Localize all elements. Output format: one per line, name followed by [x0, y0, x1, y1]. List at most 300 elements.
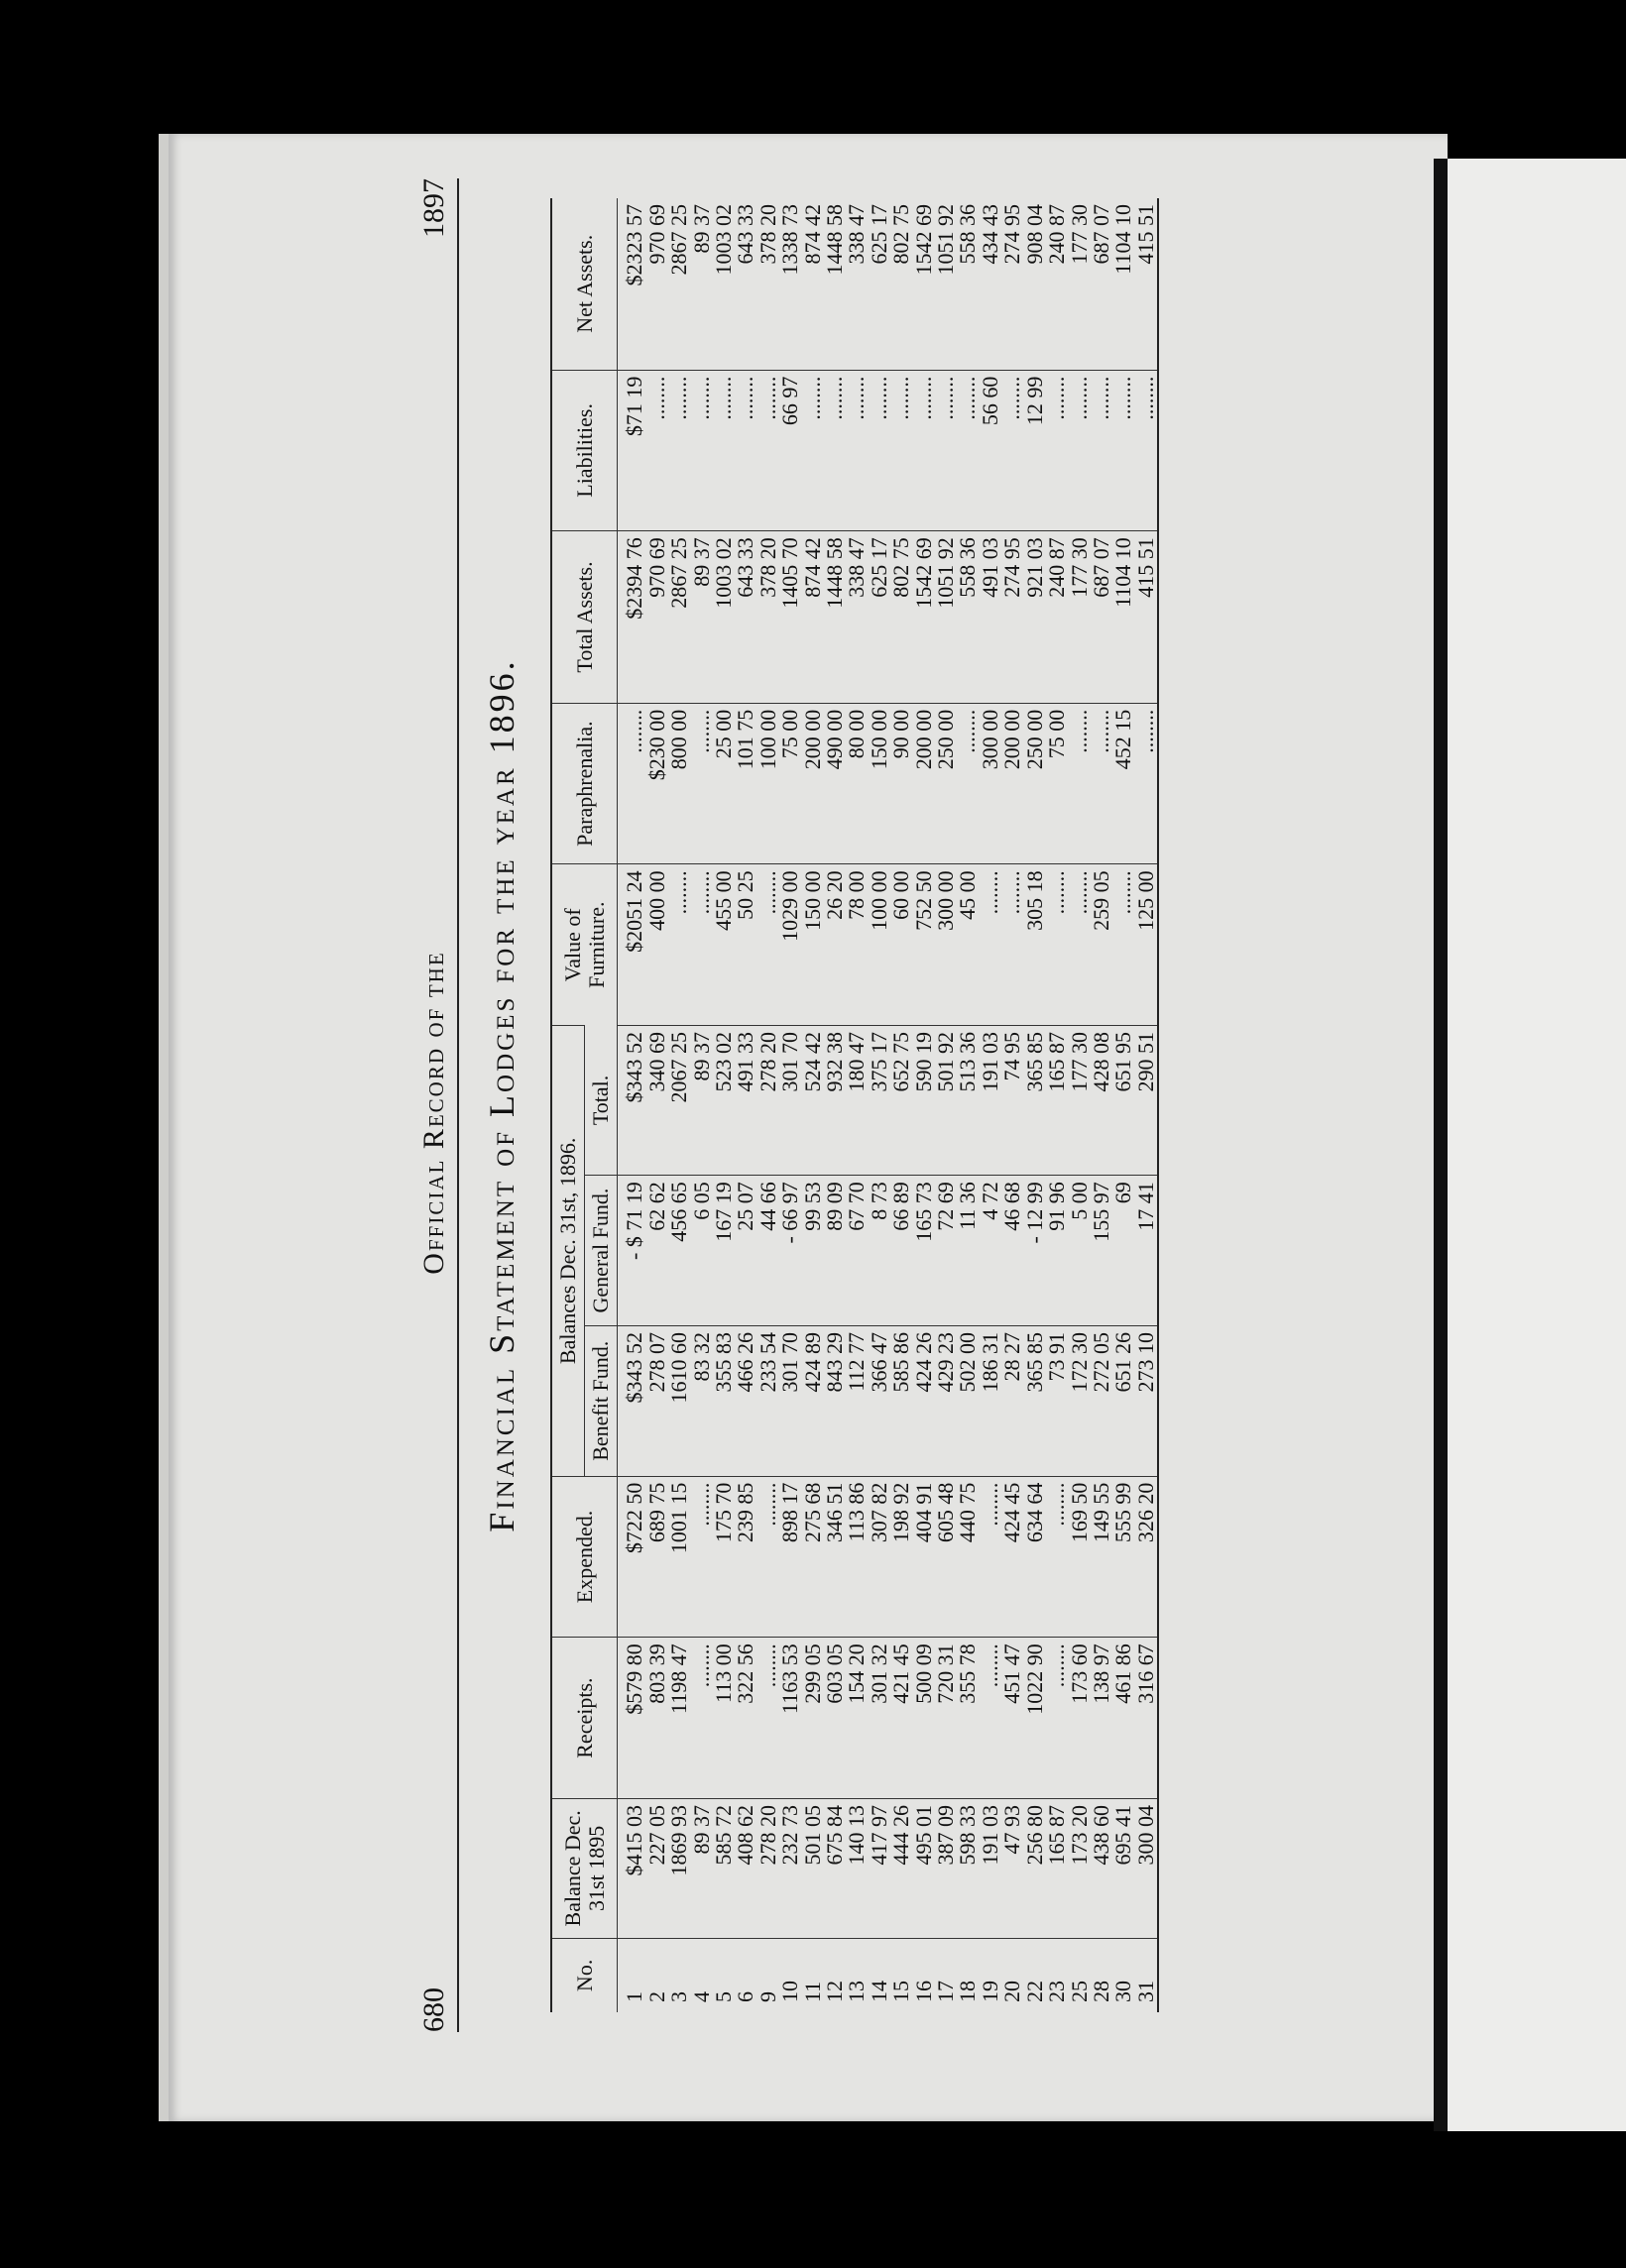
cell-exp: $722 50	[618, 1476, 646, 1638]
cell-ta: 625 17	[869, 531, 890, 704]
cell-gen: 167 19	[713, 1176, 735, 1326]
cell-no: 19	[980, 1938, 1001, 2012]
cell-net: 802 75	[888, 204, 914, 265]
cell-lia: ........	[1135, 370, 1158, 531]
book-gutter	[1434, 159, 1448, 2131]
cell-ben: 365 85	[1024, 1325, 1046, 1476]
cell-par: ........	[957, 703, 979, 864]
cell-gen: - 12 99	[1024, 1176, 1046, 1326]
cell-ben: 28 27	[1001, 1325, 1023, 1476]
cell-par: 101 75	[735, 703, 756, 864]
cell-no: 17	[935, 1938, 957, 2012]
cell-net: 970 69	[643, 204, 669, 265]
cell-no: 18	[957, 1938, 979, 2012]
table-row	[713, 198, 735, 2012]
cell-ben: 843 29	[824, 1325, 846, 1476]
cell-par: ........	[1135, 703, 1158, 864]
cell-rec: ........	[757, 1638, 779, 1799]
cell-lia: ........	[890, 370, 912, 531]
cell-rec: 421 45	[890, 1638, 912, 1799]
col-furniture: Value of Furniture.	[551, 864, 618, 1026]
cell-net: 1542 69	[910, 204, 936, 276]
cell-exp: 113 86	[846, 1476, 868, 1638]
cell-fur: ........	[668, 864, 690, 1026]
facing-page	[1448, 159, 1626, 2131]
cell-ta: 89 37	[691, 531, 713, 704]
col-net-assets: Net Assets.	[551, 198, 618, 370]
col-total-assets: Total Assets.	[551, 531, 618, 704]
cell-gen: 155 97	[1091, 1176, 1112, 1326]
cell-par: 200 00	[913, 703, 935, 864]
cell-bal: 695 41	[1112, 1798, 1134, 1938]
cell-lia: 56 60	[980, 370, 1001, 531]
cell-tot: 513 36	[957, 1026, 979, 1176]
cell-ta: 2867 25	[668, 531, 690, 704]
cell-no: 4	[691, 1938, 713, 2012]
cell-gen: 46 68	[1001, 1176, 1023, 1326]
cell-net: 874 42	[799, 204, 825, 265]
cell-par: 452 15	[1112, 703, 1134, 864]
ledger-table	[550, 198, 1159, 2012]
cell-exp: 175 70	[713, 1476, 735, 1638]
table-row	[957, 198, 979, 2012]
cell-no: 22	[1024, 1938, 1046, 2012]
cell-no: 15	[890, 1938, 912, 2012]
cell-lia: ........	[691, 370, 713, 531]
cell-fur: 455 00	[713, 864, 735, 1026]
cell-ta: 1051 92	[935, 531, 957, 704]
cell-ta: 378 20	[757, 531, 779, 704]
cell-gen: 11 36	[957, 1176, 979, 1326]
cell-tot: 165 87	[1046, 1026, 1068, 1176]
cell-ta: 491 03	[980, 531, 1001, 704]
cell-net: $2323 57	[622, 204, 647, 286]
cell-ben: 424 26	[913, 1325, 935, 1476]
cell-no: 3	[668, 1938, 690, 2012]
table-row	[646, 198, 668, 2012]
cell-ben: 424 89	[802, 1325, 824, 1476]
cell-bal: 300 04	[1135, 1798, 1158, 1938]
cell-fur: 752 50	[913, 864, 935, 1026]
cell-fur: 60 00	[890, 864, 912, 1026]
cell-ben: 73 91	[1046, 1325, 1068, 1476]
cell-no: 11	[802, 1938, 824, 2012]
cell-net: 625 17	[866, 204, 891, 265]
cell-exp: 605 48	[935, 1476, 957, 1638]
cell-rec: 138 97	[1091, 1638, 1112, 1799]
table-row	[779, 198, 801, 2012]
cell-bal: 501 05	[802, 1798, 824, 1938]
cell-rec: 113 00	[713, 1638, 735, 1799]
cell-lia: 66 97	[779, 370, 801, 531]
cell-rec: 173 60	[1069, 1638, 1091, 1799]
cell-rec: 803 39	[646, 1638, 668, 1799]
cell-exp: 689 75	[646, 1476, 668, 1638]
cell-tot: 491 33	[735, 1026, 756, 1176]
cell-par: 150 00	[869, 703, 890, 864]
cell-net: 415 51	[1132, 204, 1158, 265]
cell-lia: ........	[668, 370, 690, 531]
table-row	[846, 198, 868, 2012]
cell-no: 20	[1001, 1938, 1023, 2012]
cell-par: ........	[691, 703, 713, 864]
cell-ta: 240 87	[1046, 531, 1068, 704]
cell-gen: 99 53	[802, 1176, 824, 1326]
cell-rec: ........	[1046, 1638, 1068, 1799]
cell-ta: 1003 02	[713, 531, 735, 704]
cell-ben: 172 30	[1069, 1325, 1091, 1476]
cell-no: 9	[757, 1938, 779, 2012]
table-row	[913, 198, 935, 2012]
cell-ta: $2394 76	[618, 531, 646, 704]
cell-rec: 355 78	[957, 1638, 979, 1799]
cell-tot: 524 42	[802, 1026, 824, 1176]
cell-tot: 290 51	[1135, 1026, 1158, 1176]
cell-exp: ........	[1046, 1476, 1068, 1638]
cell-tot: 191 03	[980, 1026, 1001, 1176]
cell-gen: 66 89	[890, 1176, 912, 1326]
cell-par: 75 00	[1046, 703, 1068, 864]
cell-fur: 305 18	[1024, 864, 1046, 1026]
cell-bal: 408 62	[735, 1798, 756, 1938]
cell-lia: ........	[1069, 370, 1091, 531]
cell-rec: 461 86	[1112, 1638, 1134, 1799]
cell-bal: 675 84	[824, 1798, 846, 1938]
cell-no: 16	[913, 1938, 935, 2012]
col-paraphernalia: Paraphrenalia.	[551, 703, 618, 864]
cell-net: 643 33	[733, 204, 758, 265]
cell-lia: ........	[1112, 370, 1134, 531]
cell-net: 1003 02	[711, 204, 736, 276]
cell-tot: 301 70	[779, 1026, 801, 1176]
cell-lia: $71 19	[618, 370, 646, 531]
cell-gen: - 66 97	[779, 1176, 801, 1326]
col-no: No.	[551, 1938, 618, 2012]
cell-bal: 1869 93	[668, 1798, 690, 1938]
cell-bal: 387 09	[935, 1798, 957, 1938]
cell-ben: 651 26	[1112, 1325, 1134, 1476]
cell-fur: 300 00	[935, 864, 957, 1026]
cell-tot: 89 37	[691, 1026, 713, 1176]
cell-tot: 278 20	[757, 1026, 779, 1176]
cell-no: 28	[1091, 1938, 1112, 2012]
table-row	[1046, 198, 1068, 2012]
cell-tot: 651 95	[1112, 1026, 1134, 1176]
cell-ta: 1405 70	[779, 531, 801, 704]
cell-rec: 301 32	[869, 1638, 890, 1799]
cell-tot: 177 30	[1069, 1026, 1091, 1176]
cell-tot: 523 02	[713, 1026, 735, 1176]
cell-exp: 404 91	[913, 1476, 935, 1638]
cell-bal: 47 93	[1001, 1798, 1023, 1938]
cell-ta: 415 51	[1135, 531, 1158, 704]
cell-exp: 169 50	[1069, 1476, 1091, 1638]
table-row	[1024, 198, 1046, 2012]
col-total: Total.	[585, 1026, 618, 1176]
cell-fur: ........	[1069, 864, 1091, 1026]
cell-gen: 72 69	[935, 1176, 957, 1326]
cell-ta: 643 33	[735, 531, 756, 704]
cell-rec: 1163 53	[779, 1638, 801, 1799]
table-row	[1001, 198, 1023, 2012]
cell-ben: 301 70	[779, 1325, 801, 1476]
cell-no: 6	[735, 1938, 756, 2012]
cell-exp: 326 20	[1135, 1476, 1158, 1638]
cell-rec: ........	[980, 1638, 1001, 1799]
cell-fur: ........	[1046, 864, 1068, 1026]
cell-lia: ........	[957, 370, 979, 531]
cell-ben: 429 23	[935, 1325, 957, 1476]
cell-no: 5	[713, 1938, 735, 2012]
cell-par: $230 00	[646, 703, 668, 864]
cell-no: 13	[846, 1938, 868, 2012]
cell-gen: 44 66	[757, 1176, 779, 1326]
col-receipts: Receipts.	[551, 1638, 618, 1799]
cell-par: 200 00	[1001, 703, 1023, 864]
cell-net: 908 04	[1021, 204, 1047, 265]
cell-ta: 177 30	[1069, 531, 1091, 704]
cell-par: ........	[1069, 703, 1091, 864]
table-row	[1091, 198, 1112, 2012]
col-general-fund: General Fund.	[585, 1176, 618, 1326]
cell-no: 2	[646, 1938, 668, 2012]
cell-rec: 720 31	[935, 1638, 957, 1799]
cell-net: 338 47	[844, 204, 870, 265]
cell-no: 31	[1135, 1938, 1158, 2012]
cell-rec: 1022 90	[1024, 1638, 1046, 1799]
cell-tot: 501 92	[935, 1026, 957, 1176]
cell-lia: ........	[646, 370, 668, 531]
cell-gen: 91 96	[1046, 1176, 1068, 1326]
cell-exp: 555 99	[1112, 1476, 1134, 1638]
cell-rec: 500 09	[913, 1638, 935, 1799]
cell-ben: 1610 60	[668, 1325, 690, 1476]
cell-exp: ........	[757, 1476, 779, 1638]
cell-ben: 585 86	[890, 1325, 912, 1476]
cell-tot: 375 17	[869, 1026, 890, 1176]
cell-ben: 502 00	[957, 1325, 979, 1476]
cell-fur: 150 00	[802, 864, 824, 1026]
cell-rec: 1198 47	[668, 1638, 690, 1799]
col-expended: Expended.	[551, 1476, 618, 1638]
cell-ta: 1542 69	[913, 531, 935, 704]
cell-fur: 45 00	[957, 864, 979, 1026]
cell-gen: 62 62	[646, 1176, 668, 1326]
cell-bal: 278 20	[757, 1798, 779, 1938]
cell-exp: 424 45	[1001, 1476, 1023, 1638]
cell-net: 558 36	[955, 204, 981, 265]
cell-lia: ........	[935, 370, 957, 531]
cell-bal: 140 13	[846, 1798, 868, 1938]
cell-bal: 227 05	[646, 1798, 668, 1938]
cell-bal: 232 73	[779, 1798, 801, 1938]
cell-bal: 191 03	[980, 1798, 1001, 1938]
running-header	[392, 178, 451, 2032]
cell-gen: 165 73	[913, 1176, 935, 1326]
cell-par: 300 00	[980, 703, 1001, 864]
cell-rec: 316 67	[1135, 1638, 1158, 1799]
cell-gen: 4 72	[980, 1176, 1001, 1326]
table-row	[890, 198, 912, 2012]
cell-fur: 1029 00	[779, 864, 801, 1026]
cell-ben: 233 54	[757, 1325, 779, 1476]
cell-par: 90 00	[890, 703, 912, 864]
cell-lia: ........	[1001, 370, 1023, 531]
cell-ben: 112 77	[846, 1325, 868, 1476]
cell-no: 23	[1046, 1938, 1068, 2012]
cell-ben: 278 07	[646, 1325, 668, 1476]
cell-lia: ........	[913, 370, 935, 531]
cell-tot: 932 38	[824, 1026, 846, 1176]
cell-tot: $343 52	[618, 1026, 646, 1176]
cell-lia: ........	[757, 370, 779, 531]
table-row	[802, 198, 824, 2012]
cell-fur: 26 20	[824, 864, 846, 1026]
cell-rec: 603 05	[824, 1638, 846, 1799]
cell-fur: ........	[1001, 864, 1023, 1026]
cell-ta: 874 42	[802, 531, 824, 704]
cell-tot: 652 75	[890, 1026, 912, 1176]
cell-no: 12	[824, 1938, 846, 2012]
cell-net: 1104 10	[1110, 204, 1136, 275]
running-title: Official Record of the	[417, 951, 450, 1275]
table-row	[824, 198, 846, 2012]
cell-net: 378 20	[755, 204, 780, 265]
cell-bal: 173 20	[1069, 1798, 1091, 1938]
cell-par: 100 00	[757, 703, 779, 864]
cell-no: 1	[618, 1938, 646, 2012]
cell-net: 89 37	[688, 204, 714, 254]
cell-no: 14	[869, 1938, 890, 2012]
cell-par: 25 00	[713, 703, 735, 864]
col-benefit-fund: Benefit Fund.	[585, 1325, 618, 1476]
cell-ben: 272 05	[1091, 1325, 1112, 1476]
table-row	[1135, 198, 1158, 2012]
cell-net: 434 43	[977, 204, 1002, 265]
col-balance-1895: Balance Dec. 31st 1895	[551, 1798, 618, 1938]
cell-net: 177 30	[1066, 204, 1092, 265]
cell-rec: 451 47	[1001, 1638, 1023, 1799]
cell-exp: 440 75	[957, 1476, 979, 1638]
cell-gen: 69	[1112, 1176, 1134, 1326]
cell-ben: 273 10	[1135, 1325, 1158, 1476]
cell-par: 250 00	[1024, 703, 1046, 864]
cell-gen: 8 73	[869, 1176, 890, 1326]
cell-bal: 438 60	[1091, 1798, 1112, 1938]
cell-par: ........	[618, 703, 646, 864]
cell-par: 75 00	[779, 703, 801, 864]
cell-fur: ........	[757, 864, 779, 1026]
cell-par: 800 00	[668, 703, 690, 864]
cell-net: 1448 58	[822, 204, 848, 276]
cell-lia: ........	[869, 370, 890, 531]
cell-tot: 428 08	[1091, 1026, 1112, 1176]
cell-net: 1051 92	[933, 204, 959, 276]
cell-fur: ........	[691, 864, 713, 1026]
table-row	[935, 198, 957, 2012]
table-row	[1112, 198, 1134, 2012]
cell-rec: 154 20	[846, 1638, 868, 1799]
cell-fur: 100 00	[869, 864, 890, 1026]
cell-ta: 687 07	[1091, 531, 1112, 704]
cell-tot: 74 95	[1001, 1026, 1023, 1176]
cell-lia: ........	[713, 370, 735, 531]
cell-par: 200 00	[802, 703, 824, 864]
cell-rec: 322 56	[735, 1638, 756, 1799]
cell-lia: 12 99	[1024, 370, 1046, 531]
cell-fur: 400 00	[646, 864, 668, 1026]
cell-bal: 598 33	[957, 1798, 979, 1938]
ledger-body	[618, 198, 1158, 2012]
cell-ta: 1448 58	[824, 531, 846, 704]
cell-ben: 355 83	[713, 1325, 735, 1476]
cell-bal: 89 37	[691, 1798, 713, 1938]
cell-gen: - $ 71 19	[618, 1176, 646, 1326]
cell-exp: 149 55	[1091, 1476, 1112, 1638]
cell-exp: 1001 15	[668, 1476, 690, 1638]
cell-tot: 340 69	[646, 1026, 668, 1176]
cell-fur: 259 05	[1091, 864, 1112, 1026]
table-row	[668, 198, 690, 2012]
cell-exp: 275 68	[802, 1476, 824, 1638]
cell-exp: 307 82	[869, 1476, 890, 1638]
cell-no: 10	[779, 1938, 801, 2012]
cell-no: 25	[1069, 1938, 1091, 2012]
cell-gen: 25 07	[735, 1176, 756, 1326]
cell-tot: 2067 25	[668, 1026, 690, 1176]
cell-rec: 299 05	[802, 1638, 824, 1799]
cell-net: 687 07	[1088, 204, 1113, 265]
cell-fur: ........	[980, 864, 1001, 1026]
cell-bal: 444 26	[890, 1798, 912, 1938]
cell-lia: ........	[1046, 370, 1068, 531]
cell-exp: 346 51	[824, 1476, 846, 1638]
cell-exp: ........	[691, 1476, 713, 1638]
cell-fur: ........	[1112, 864, 1134, 1026]
cell-fur: 78 00	[846, 864, 868, 1026]
cell-lia: ........	[846, 370, 868, 531]
cell-tot: 590 19	[913, 1026, 935, 1176]
cell-tot: 365 85	[1024, 1026, 1046, 1176]
cell-gen: 456 65	[668, 1176, 690, 1326]
cell-exp: 898 17	[779, 1476, 801, 1638]
cell-par: 250 00	[935, 703, 957, 864]
cell-exp: 634 64	[1024, 1476, 1046, 1638]
cell-rec: ........	[691, 1638, 713, 1799]
rotated-page-content	[392, 159, 1314, 2032]
cell-lia: ........	[824, 370, 846, 531]
cell-par: ........	[1091, 703, 1112, 864]
cell-ben: 186 31	[980, 1325, 1001, 1476]
page-title: Financial Statement of Lodges for the year 1896.	[482, 658, 522, 1532]
cell-ta: 558 36	[957, 531, 979, 704]
cell-gen: 17 41	[1135, 1176, 1158, 1326]
table-row	[691, 198, 713, 2012]
cell-bal: $415 03	[618, 1798, 646, 1938]
cell-gen: 6 05	[691, 1176, 713, 1326]
page-number: 680	[417, 1987, 450, 2032]
col-liabilities: Liabilities.	[551, 370, 618, 531]
table-row	[1069, 198, 1091, 2012]
cell-gen: 89 09	[824, 1176, 846, 1326]
cell-rec: $579 80	[618, 1638, 646, 1799]
cell-ben: $343 52	[618, 1325, 646, 1476]
cell-lia: ........	[735, 370, 756, 531]
cell-ta: 1104 10	[1112, 531, 1134, 704]
cell-ben: 366 47	[869, 1325, 890, 1476]
cell-tot: 180 47	[846, 1026, 868, 1176]
cell-exp: ........	[980, 1476, 1001, 1638]
